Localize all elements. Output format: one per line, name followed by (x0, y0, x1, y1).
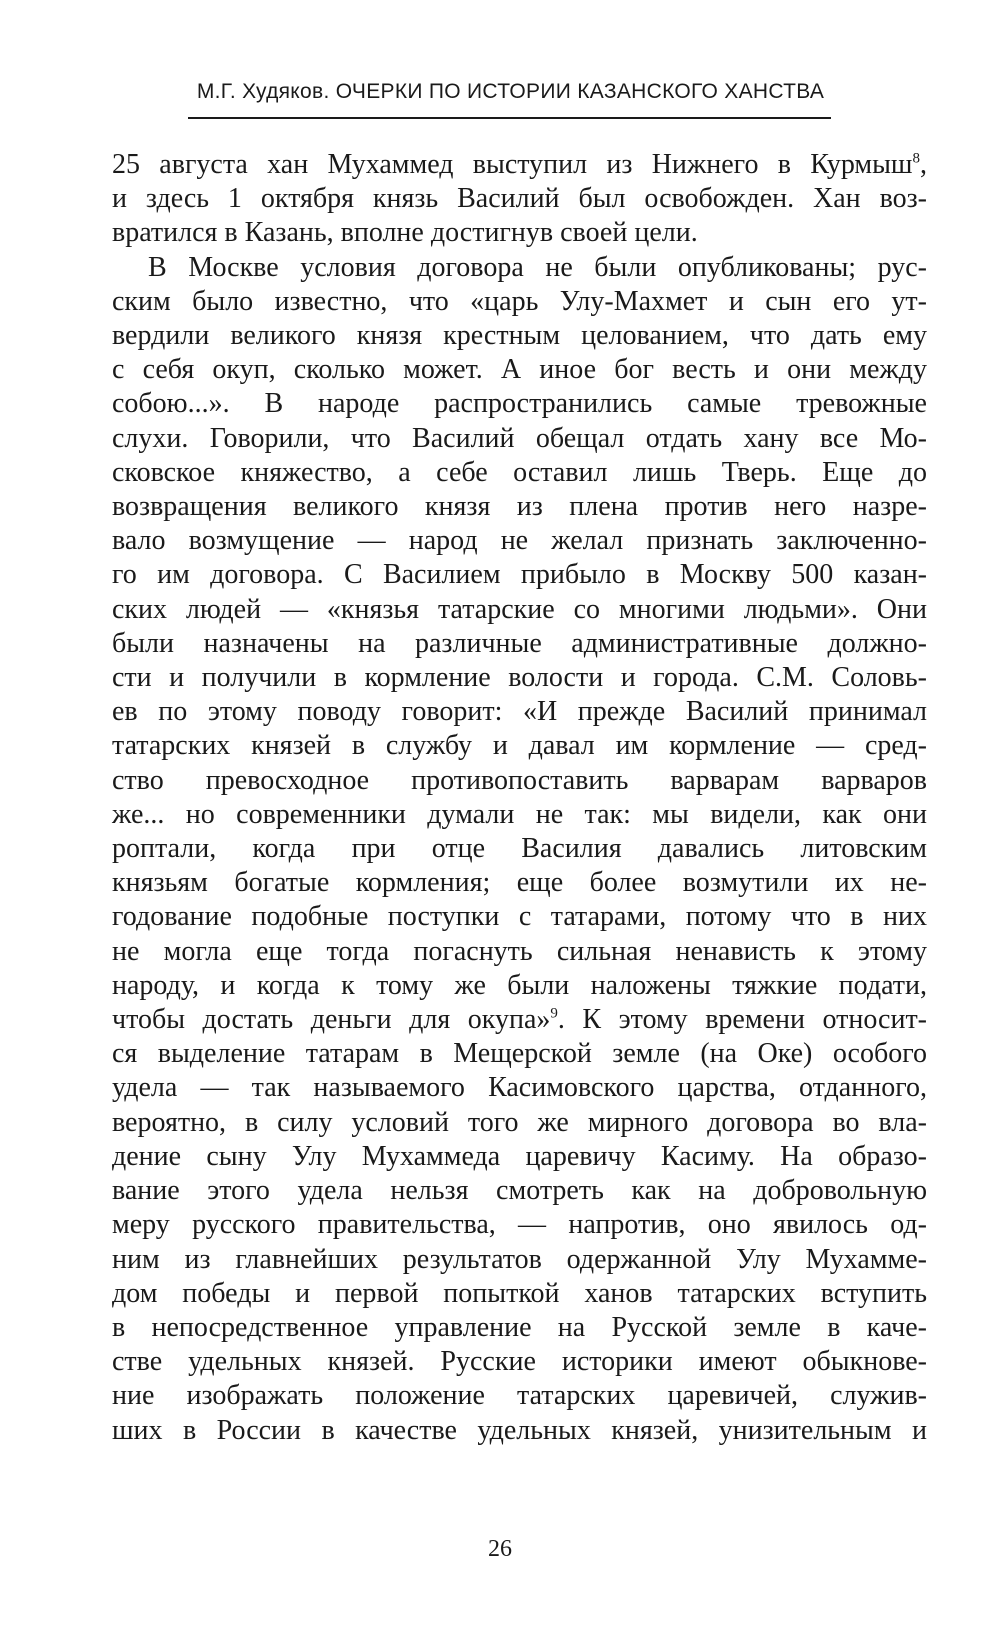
text-line: стве удельных князей. Русские историки имеют обыкнове- (112, 1346, 927, 1378)
text-line-content: 25 августа хан Мухаммед выступил из Нижнего в Курмыш (112, 149, 913, 180)
text-line: дом победы и первой попыткой ханов татарских вступить (112, 1277, 927, 1309)
header-rule (188, 117, 831, 119)
text-line-tail: . К этому времени относит- (557, 1004, 927, 1036)
text-line: вратился в Казань, вполне достигнув своей цели. (112, 217, 698, 249)
text-line: го им договора. С Василием прибыло в Москву 500 казан- (112, 559, 927, 591)
text-line: сковское княжество, а себе оставил лишь Тверь. Еще до (112, 456, 927, 488)
text-line: были назначены на различные административные должно- (112, 627, 927, 659)
text-line: сти и получили в кормление волости и города. С.М. Соловь- (112, 662, 927, 694)
text-line: ся выделение татарам в Мещерской земле (на Оке) особого (112, 1038, 927, 1070)
text-line (112, 148, 927, 182)
text-line: ев по этому поводу говорит: «И прежде Василий принимал (112, 696, 927, 728)
text-line: собою...». В народе распространились самые тревожные (112, 388, 927, 420)
text-line: вероятно, в силу условий того же мирного договора во вла- (112, 1106, 927, 1138)
page-number: 26 (488, 1536, 512, 1562)
body-text (112, 148, 927, 1448)
footnote-ref-9: 9 (550, 1005, 558, 1022)
text-line-content: чтобы достать деньги для окупа» (112, 1004, 551, 1036)
paragraph-1 (112, 148, 927, 251)
paragraph-2 (112, 251, 927, 1448)
text-line (112, 1003, 927, 1037)
text-line: удела — так называемого Касимовского царства, отданного, (112, 1072, 927, 1104)
text-line: татарских князей в службу и давал им кормление — сред- (112, 730, 927, 762)
text-line: ских людей — «князья татарские со многими людьми». Они (112, 593, 927, 625)
text-line: и здесь 1 октября князь Василий был освобожден. Хан воз- (112, 183, 927, 215)
text-line: ние изображать положение татарских царевичей, служив- (112, 1380, 927, 1412)
text-line: не могла еще тогда погаснуть сильная ненависть к этому (112, 935, 927, 967)
text-line: вание этого удела нельзя смотреть как на добровольную (112, 1175, 927, 1207)
text-line: в непосредственное управление на Русской земле в каче- (112, 1311, 927, 1343)
text-line: с себя окуп, сколько может. А иное бог весть и они между (112, 354, 927, 386)
text-line: В Москве условия договора не были опубликованы; рус- (148, 251, 927, 283)
text-line: роптали, когда при отце Василия давались литовским (112, 833, 927, 865)
text-line: возвращения великого князя из плена против него назре- (112, 491, 927, 523)
text-line: меру русского правительства, — напротив, оно явилось од- (112, 1209, 927, 1241)
text-line: ство превосходное противопоставить варварам варваров (112, 764, 927, 796)
text-line: же... но современники думали не так: мы видели, как они (112, 798, 927, 830)
text-line: вало возмущение — народ не желал признать заключенно- (112, 525, 927, 557)
footnote-ref-8: 8 (912, 150, 920, 167)
text-line: ших в России в качестве удельных князей, унизительным и (112, 1414, 927, 1446)
text-line-tail: , (920, 149, 927, 180)
text-line: ским было известно, что «царь Улу-Махмет и сын его ут- (112, 285, 927, 317)
text-line: князьям богатые кормления; еще более возмутили их не- (112, 867, 927, 899)
text-line: вердили великого князя крестным целованием, что дать ему (112, 320, 927, 352)
text-line: слухи. Говорили, что Василий обещал отдать хану все Мо- (112, 422, 927, 454)
running-header: М.Г. Худяков. ОЧЕРКИ ПО ИСТОРИИ КАЗАНСКОГО ХАНСТВА (196, 80, 825, 103)
text-line: ним из главнейших результатов одержанной Улу Мухамме- (112, 1243, 927, 1275)
text-line: годование подобные поступки с татарами, потому что в них (112, 901, 927, 933)
text-line: народу, и когда к тому же были наложены тяжкие подати, (112, 969, 927, 1001)
text-line: дение сыну Улу Мухаммеда царевичу Касиму. На образо- (112, 1140, 927, 1172)
